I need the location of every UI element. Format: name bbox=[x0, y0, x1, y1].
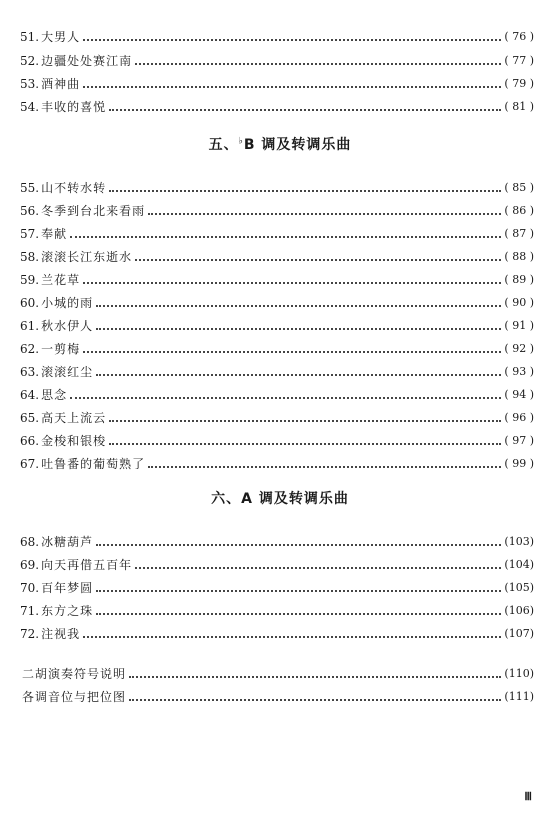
toc-entry bbox=[20, 403, 534, 425]
entry-title: 冰糖葫芦 bbox=[41, 535, 94, 549]
entry-number: 63. bbox=[20, 365, 40, 379]
dot-leader bbox=[109, 190, 501, 192]
entry-page: (105) bbox=[504, 581, 534, 594]
section-heading bbox=[0, 134, 560, 154]
toc-entry bbox=[20, 46, 534, 68]
dot-leader bbox=[70, 236, 501, 238]
toc-entry bbox=[20, 527, 534, 549]
dot-leader bbox=[109, 109, 501, 111]
toc-entry bbox=[20, 380, 534, 402]
entry-page: ( 94 ) bbox=[504, 388, 534, 401]
toc-entry bbox=[20, 288, 534, 310]
heading-prefix: 六、 bbox=[211, 491, 242, 507]
dot-leader bbox=[96, 374, 501, 376]
dot-leader bbox=[83, 351, 501, 353]
entry-number: 72. bbox=[20, 627, 40, 641]
entry-number: 62. bbox=[20, 342, 40, 356]
entry-page: ( 97 ) bbox=[504, 434, 534, 447]
entry-number: 52. bbox=[20, 54, 40, 68]
entry-page: ( 77 ) bbox=[504, 54, 534, 67]
toc-entry bbox=[20, 92, 534, 114]
toc-entry bbox=[20, 22, 534, 44]
entry-page: ( 89 ) bbox=[504, 273, 534, 286]
entry-number: 58. bbox=[20, 250, 40, 264]
dot-leader bbox=[83, 636, 501, 638]
toc-entry bbox=[20, 449, 534, 471]
entry-number: 65. bbox=[20, 411, 40, 425]
page-folio: Ⅲ bbox=[524, 791, 532, 803]
entry-title: 思念 bbox=[41, 388, 68, 402]
toc-entry bbox=[20, 619, 534, 641]
dot-leader bbox=[148, 213, 501, 215]
dot-leader bbox=[109, 420, 501, 422]
entry-title: 滚滚红尘 bbox=[41, 365, 94, 379]
entry-number: 70. bbox=[20, 581, 40, 595]
entry-title: 东方之珠 bbox=[41, 604, 94, 618]
heading-key: A bbox=[241, 491, 253, 507]
entry-page: ( 96 ) bbox=[504, 411, 534, 424]
entry-number: 55. bbox=[20, 181, 40, 195]
dot-leader bbox=[96, 613, 501, 615]
entry-title: 边疆处处赛江南 bbox=[41, 54, 133, 68]
dot-leader bbox=[96, 590, 501, 592]
dot-leader bbox=[70, 397, 501, 399]
entry-number: 56. bbox=[20, 204, 40, 218]
entry-number: 54. bbox=[20, 100, 40, 114]
toc-entry bbox=[20, 69, 534, 91]
toc-entry bbox=[20, 596, 534, 618]
entry-page: ( 81 ) bbox=[504, 100, 534, 113]
toc-entry bbox=[20, 357, 534, 379]
dot-leader bbox=[83, 39, 501, 41]
entry-number: 68. bbox=[20, 535, 40, 549]
dot-leader bbox=[129, 676, 501, 678]
entry-title: 山不转水转 bbox=[41, 181, 107, 195]
entry-number: 66. bbox=[20, 434, 40, 448]
toc-entry bbox=[20, 219, 534, 241]
heading-suffix: 调及转调乐曲 bbox=[255, 137, 352, 153]
entry-number: 53. bbox=[20, 77, 40, 91]
entry-number: 60. bbox=[20, 296, 40, 310]
entry-title: 一剪梅 bbox=[41, 342, 81, 356]
toc-entry bbox=[20, 682, 534, 704]
toc-entry bbox=[20, 550, 534, 572]
dot-leader bbox=[83, 282, 501, 284]
flat-symbol: ♭ bbox=[238, 136, 244, 147]
entry-title: 高天上流云 bbox=[41, 411, 107, 425]
entry-number: 64. bbox=[20, 388, 40, 402]
dot-leader bbox=[148, 466, 501, 468]
entry-page: (106) bbox=[504, 604, 534, 617]
entry-number: 57. bbox=[20, 227, 40, 241]
entry-title: 小城的雨 bbox=[41, 296, 94, 310]
heading-suffix: 调及转调乐曲 bbox=[252, 491, 349, 507]
entry-page: (111) bbox=[504, 690, 534, 703]
entry-page: ( 76 ) bbox=[504, 30, 534, 43]
toc-entry bbox=[20, 265, 534, 287]
entry-page: ( 92 ) bbox=[504, 342, 534, 355]
entry-page: ( 86 ) bbox=[504, 204, 534, 217]
toc-entry bbox=[20, 573, 534, 595]
entry-page: ( 85 ) bbox=[504, 181, 534, 194]
entry-title: 滚滚长江东逝水 bbox=[41, 250, 133, 264]
entry-title: 酒神曲 bbox=[41, 77, 81, 91]
entry-page: ( 99 ) bbox=[504, 457, 534, 470]
entry-number: 67. bbox=[20, 457, 40, 471]
toc-entry bbox=[20, 196, 534, 218]
entry-title: 兰花草 bbox=[41, 273, 81, 287]
entry-title: 大男人 bbox=[41, 30, 81, 44]
section-heading bbox=[0, 488, 560, 508]
entry-page: ( 88 ) bbox=[504, 250, 534, 263]
entry-title: 各调音位与把位图 bbox=[22, 690, 127, 704]
dot-leader bbox=[109, 443, 501, 445]
entry-title: 奉献 bbox=[41, 227, 68, 241]
toc-entry bbox=[20, 173, 534, 195]
entry-number: 71. bbox=[20, 604, 40, 618]
entry-title: 金梭和银梭 bbox=[41, 434, 107, 448]
entry-page: ( 87 ) bbox=[504, 227, 534, 240]
toc-entry bbox=[20, 334, 534, 356]
dot-leader bbox=[135, 567, 501, 569]
dot-leader bbox=[96, 305, 501, 307]
heading-key: B bbox=[243, 137, 256, 153]
entry-title: 丰收的喜悦 bbox=[41, 100, 107, 114]
entry-title: 吐鲁番的葡萄熟了 bbox=[41, 457, 146, 471]
entry-number: 59. bbox=[20, 273, 40, 287]
entry-title: 注视我 bbox=[41, 627, 81, 641]
dot-leader bbox=[96, 544, 501, 546]
entry-number: 51. bbox=[20, 30, 40, 44]
dot-leader bbox=[96, 328, 501, 330]
entry-title: 二胡演奏符号说明 bbox=[22, 667, 127, 681]
dot-leader bbox=[129, 699, 501, 701]
entry-title: 秋水伊人 bbox=[41, 319, 94, 333]
entry-page: ( 93 ) bbox=[504, 365, 534, 378]
entry-page: ( 79 ) bbox=[504, 77, 534, 90]
toc-entry bbox=[20, 311, 534, 333]
dot-leader bbox=[83, 86, 501, 88]
toc-entry bbox=[20, 242, 534, 264]
entry-page: (110) bbox=[504, 667, 534, 680]
toc-entry bbox=[20, 426, 534, 448]
entry-number: 61. bbox=[20, 319, 40, 333]
entry-page: ( 91 ) bbox=[504, 319, 534, 332]
entry-page: (107) bbox=[504, 627, 534, 640]
entry-page: (103) bbox=[504, 535, 534, 548]
entry-number: 69. bbox=[20, 558, 40, 572]
heading-prefix: 五、 bbox=[208, 137, 239, 153]
dot-leader bbox=[135, 63, 501, 65]
toc-entry bbox=[20, 659, 534, 681]
entry-title: 向天再借五百年 bbox=[41, 558, 133, 572]
entry-page: ( 90 ) bbox=[504, 296, 534, 309]
dot-leader bbox=[135, 259, 501, 261]
entry-title: 冬季到台北来看雨 bbox=[41, 204, 146, 218]
entry-page: (104) bbox=[504, 558, 534, 571]
entry-title: 百年梦圆 bbox=[41, 581, 94, 595]
